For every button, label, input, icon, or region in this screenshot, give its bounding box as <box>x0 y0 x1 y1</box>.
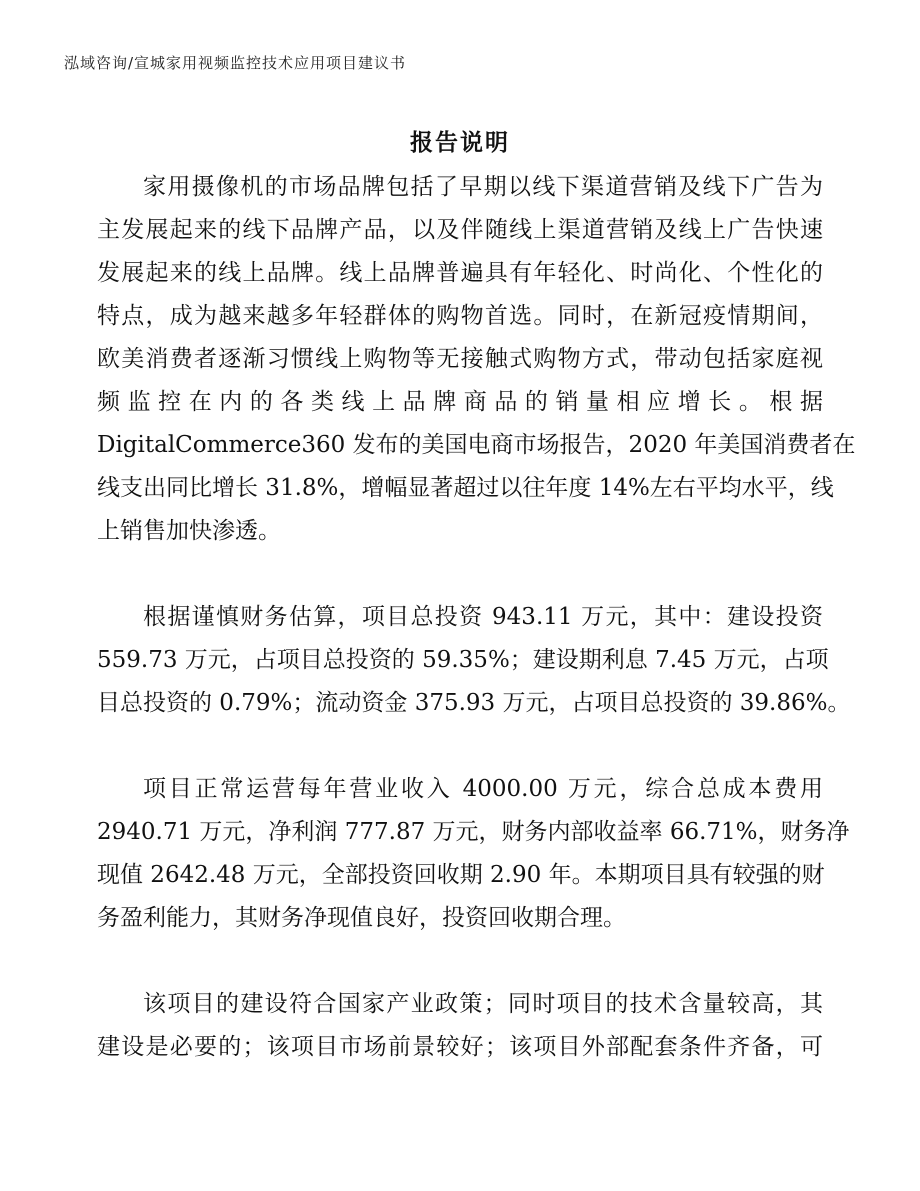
text-line: 上销售加快渗透。 <box>97 518 281 544</box>
text-line: 559.73 万元，占项目总投资的 59.35%；建设期利息 7.45 万元，占项 <box>97 647 829 673</box>
text-line: 特点，成为越来越多年轻群体的购物首选。同时，在新冠疫情期间， <box>97 303 823 329</box>
text-line: 欧美消费者逐渐习惯线上购物等无接触式购物方式，带动包括家庭视 <box>97 346 823 372</box>
text-line: 根据谨慎财务估算，项目总投资 943.11 万元，其中：建设投资 <box>143 604 823 630</box>
paragraph <box>97 768 850 940</box>
text-line: 主发展起来的线下品牌产品，以及伴随线上渠道营销及线上广告快速 <box>97 217 823 243</box>
text-line: 建设是必要的；该项目市场前景较好；该项目外部配套条件齐备，可 <box>97 1034 823 1060</box>
running-header: 泓域咨询/宣城家用视频监控技术应用项目建议书 <box>64 54 407 72</box>
text-line: 目总投资的 0.79%；流动资金 375.93 万元，占项目总投资的 39.86%。 <box>97 690 851 716</box>
text-line: 发展起来的线上品牌。线上品牌普遍具有年轻化、时尚化、个性化的 <box>97 260 823 286</box>
document-body <box>97 166 856 1112</box>
text-line: 频监控在内的各类线上品牌商品的销量相应增长。根据 <box>97 389 823 415</box>
page-title: 报告说明 <box>410 129 510 156</box>
paragraph <box>97 166 856 553</box>
text-line: 现值 2642.48 万元，全部投资回收期 2.90 年。本期项目具有较强的财 <box>97 862 825 888</box>
text-line: 该项目的建设符合国家产业政策；同时项目的技术含量较高，其 <box>143 991 823 1017</box>
paragraph <box>97 596 851 725</box>
text-line: 务盈利能力，其财务净现值良好，投资回收期合理。 <box>97 905 626 931</box>
text-line: 2940.71 万元，净利润 777.87 万元，财务内部收益率 66.71%，财务净 <box>97 819 850 845</box>
text-line: 线支出同比增长 31.8%，增幅显著超过以往年度 14%左右平均水平，线 <box>97 475 834 501</box>
text-line: 项目正常运营每年营业收入 4000.00 万元，综合总成本费用 <box>143 776 823 802</box>
text-line: 家用摄像机的市场品牌包括了早期以线下渠道营销及线下广告为 <box>143 174 823 200</box>
paragraph <box>97 983 823 1069</box>
text-line: DigitalCommerce360 发布的美国电商市场报告，2020 年美国消费者在 <box>97 432 856 458</box>
